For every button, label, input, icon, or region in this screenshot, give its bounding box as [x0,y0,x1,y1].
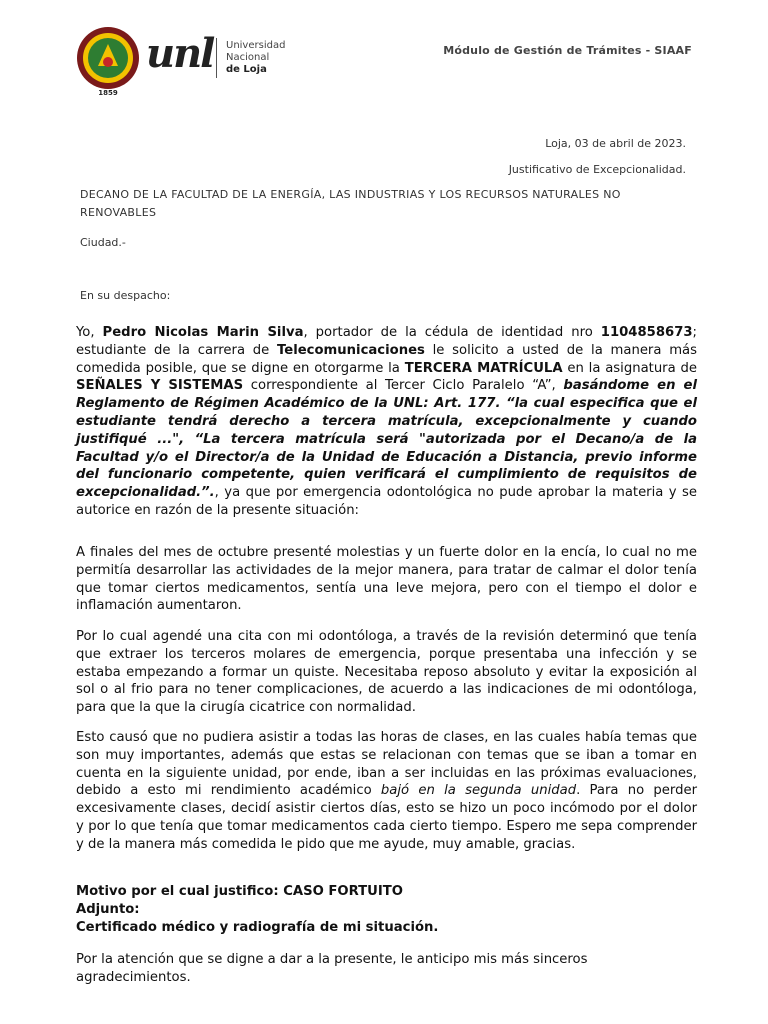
attachment-doc: Certificado médico y radiografía de mi situación. [76,919,439,935]
university-seal-icon [76,26,140,90]
logo-divider [216,38,217,78]
paragraph-symptoms: A finales del mes de octubre presenté molestias y un fuerte dolor en la encía, lo cual no me permitía desarrollar las actividades de la mejor manera, para tratar de calmar el dolor tenía que tomar ciertos medicamentos, sentía una leve mejora, pero con el tiempo el dolor e inflamación aumentaron. [76,545,697,614]
subject-name: SEÑALES Y SISTEMAS [76,378,244,394]
seal-year: 1859 [98,89,118,97]
letter-date: Loja, 03 de abril de 2023. [545,137,686,150]
student-name: Pedro Nicolas Marin Silva [102,325,304,340]
emphasis-text: bajó en la segunda unidad [380,783,577,799]
letterhead [76,26,696,106]
paragraph-treatment: Por lo cual agendé una cita con mi odontóloga, a través de la revisión determinó que tenía que extraer los terceros molares de emergencia, porque presentaba una infección y se estaba empezando a formar un quiste. Necesitaba reposo absoluto y evitar la exposición al sol o al frio para no tener complicaciones, de acuerdo a las indicaciones de mi odontóloga, para que la que la cirugía cicatrice con normalidad. [76,629,697,716]
module-title: Módulo de Gestión de Trámites - SIAAF [443,44,692,57]
letter-subject: Justificativo de Excepcionalidad. [508,163,686,176]
request-type: TERCERA MATRÍCULA [404,360,563,376]
student-id: 1104858673 [600,325,693,340]
unl-logo-text: unl [146,30,214,77]
letter-city: Ciudad.- [80,236,126,249]
letter-greeting: En su despacho: [80,289,171,302]
reason-line: Motivo por el cual justifico: CASO FORTUITO [76,884,404,899]
attachment-label: Adjunto: [76,901,140,917]
regulation-quote: basándome en el Reglamento de Régimen Académico de la UNL: Art. 177. “la cual especifica que el estudiante tendrá derecho a tercera matrícula, excepcionalmente y cuando justifiqué ...", “La tercera matrícula será "autorizada por el Decano/a de la Facultad y/o el Director/a de la Unidad de Educación a Distancia, previo informe del funcionario competente, quien verificará el cumplimiento de requisitos de excepcionalidad.”. [76,378,698,501]
university-name: Universidad Nacional de Loja [226,40,286,75]
paragraph-consequences: Esto causó que no pudiera asistir a todas las horas de clases, en las cuales había temas que son muy importantes, además que estas se relacionan con temas que se iban a tomar en cuenta en la siguiente unidad, por ende, iban a ser incluidas en las próximas evaluaciones, debido a esto mi rendimiento académico bajó en la segunda unidad. Para no perder excesivamente clases, decidí asistir ciertos días, esto se hizo un poco incómodo por el dolor y por lo que tenía que tomar medicamentos cada cierto tiempo. Espero me sepa comprender y de la manera más comedida le pido que me ayude, muy amable, gracias. [76,730,697,852]
letter-recipient: DECANO DE LA FACULTAD DE LA ENERGÍA, LAS INDUSTRIAS Y LOS RECURSOS NATURALES NO RENOVABLES [80,188,621,219]
paragraph-reason [76,883,697,936]
paragraph-closing: Por la atención que se digne a dar a la presente, le anticipo mis más sinceros agradecimientos. [76,952,588,985]
paragraph-request: Yo, Pedro Nicolas Marin Silva, portador de la cédula de identidad nro 1104858673; estudiante de la carrera de Telecomunicaciones le solicito a usted de la manera más comedida posible, que se digne en otorgarme la TERCERA MATRÍCULA en la asignatura de SEÑALES Y SISTEMAS correspondiente al Tercer Ciclo Paralelo “A”, basándome en el Reglamento de Régimen Académico de la UNL: Art. 177. “la cual especifica que el estudiante tendrá derecho a tercera matrícula, excepcionalmente y cuando justifiqué ...", “La tercera matrícula será "autorizada por el Decano/a de la Facultad y/o el Director/a de la Unidad de Educación a Distancia, previo informe del funcionario competente, quien verificará el cumplimiento de requisitos de excepcionalidad.”., ya que por emergencia odontológica no pude aprobar la materia y se autorice en razón de la presente situación: [76,325,698,518]
career-name: Telecomunicaciones [277,342,425,358]
